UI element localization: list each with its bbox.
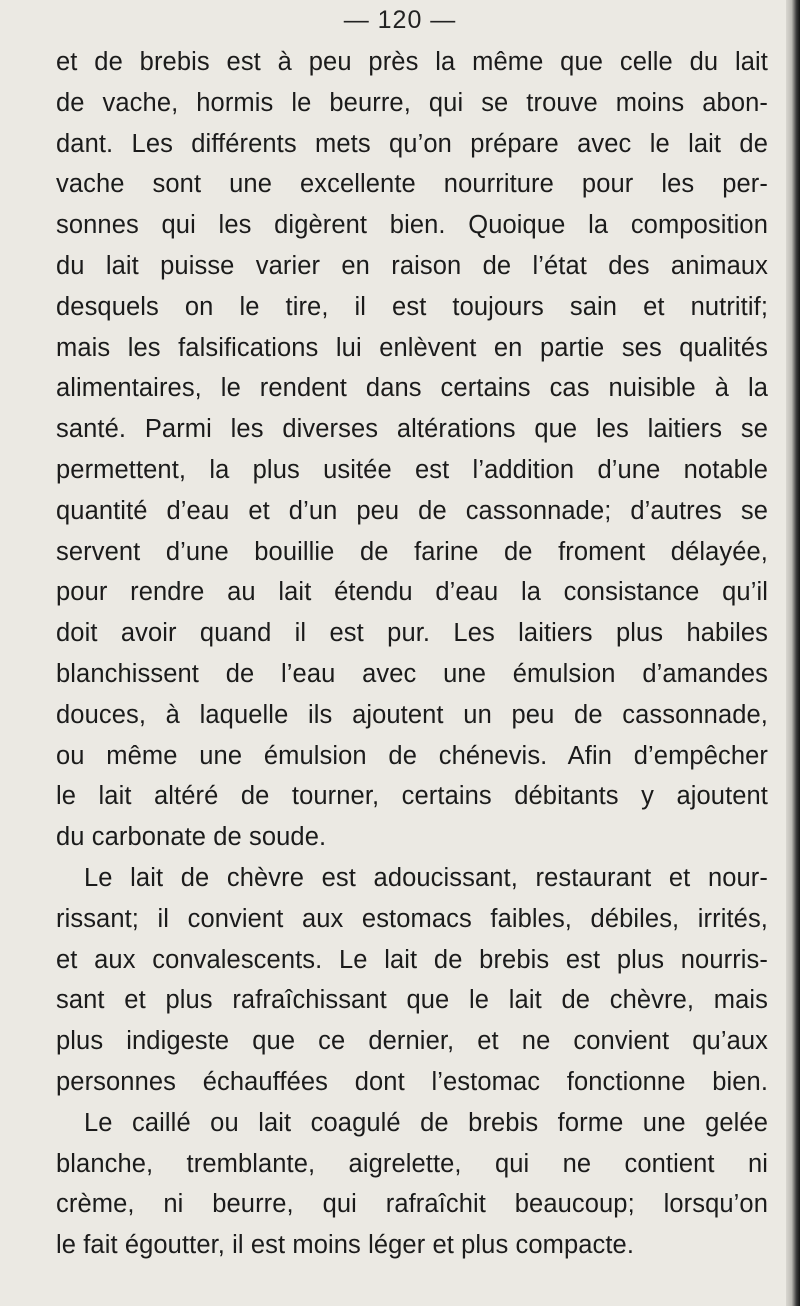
page-number-header: — 120 — (343, 6, 457, 34)
text-line: alimentaires, le rendent dans certains cas nuisible à la (56, 374, 768, 403)
text-line: Le lait de chèvre est adoucissant, restaurant et nour- (84, 863, 768, 892)
text-line: et aux convalescents. Le lait de brebis est plus nourris- (56, 945, 768, 974)
text-line: mais les falsifications lui enlèvent en partie ses qualités (56, 333, 768, 362)
text-line: personnes échauffées dont l’estomac fonctionne bien. (56, 1067, 768, 1096)
text-line: vache sont une excellente nourriture pour les per- (56, 170, 768, 199)
text-line: dant. Les différents mets qu’on prépare avec le lait de (56, 129, 768, 158)
text-line: douces, à laquelle ils ajoutent un peu de cassonnade, (56, 700, 768, 729)
text-line: doit avoir quand il est pur. Les laitiers plus habiles (56, 619, 768, 648)
body-text (56, 42, 768, 1266)
text-line: desquels on le tire, il est toujours sain et nutritif; (56, 292, 768, 321)
text-line: le fait égoutter, il est moins léger et plus compacte. (56, 1231, 635, 1260)
text-line: ou même une émulsion de chénevis. Afin d’empêcher (56, 741, 768, 770)
text-line: quantité d’eau et d’un peu de cassonnade; d’autres se (56, 496, 768, 525)
text-line: servent d’une bouillie de farine de froment délayée, (56, 537, 768, 566)
text-line: du carbonate de soude. (56, 823, 327, 852)
page-edge-shadow (786, 0, 800, 1306)
text-line: sonnes qui les digèrent bien. Quoique la composition (56, 211, 768, 240)
text-line: rissant; il convient aux estomacs faibles, débiles, irrités, (56, 904, 768, 933)
text-line: santé. Parmi les diverses altérations que les laitiers se (56, 415, 768, 444)
text-line: du lait puisse varier en raison de l’état des animaux (56, 251, 768, 280)
text-line: blanche, tremblante, aigrelette, qui ne contient ni (56, 1149, 768, 1178)
text-line: le lait altéré de tourner, certains débitants y ajoutent (56, 782, 768, 811)
text-line: pour rendre au lait étendu d’eau la consistance qu’il (56, 578, 768, 607)
text-line: et de brebis est à peu près la même que celle du lait (56, 48, 768, 76)
text-line: crème, ni beurre, qui rafraîchit beaucoup; lorsqu’on (56, 1190, 768, 1219)
text-line: de vache, hormis le beurre, qui se trouve moins abon- (56, 88, 768, 117)
text-line: plus indigeste que ce dernier, et ne convient qu’aux (56, 1027, 768, 1056)
text-line: blanchissent de l’eau avec une émulsion d’amandes (56, 659, 768, 688)
text-line: Le caillé ou lait coagulé de brebis forme une gelée (84, 1108, 768, 1137)
text-line: sant et plus rafraîchissant que le lait de chèvre, mais (56, 986, 768, 1015)
text-line: permettent, la plus usitée est l’addition d’une notable (56, 455, 768, 484)
